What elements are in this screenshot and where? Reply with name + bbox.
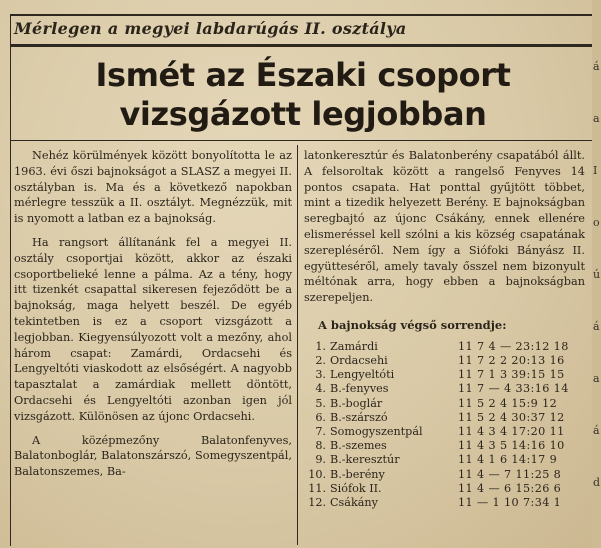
standings-team: Somogyszentpál [330, 424, 423, 438]
standings-team: B.-berény [330, 467, 385, 481]
standings-rank: 1. [315, 339, 326, 353]
standings-row [304, 482, 585, 496]
side-letter: d [593, 476, 601, 489]
headline-underline [10, 140, 592, 141]
standings-team: Csákány [330, 496, 378, 509]
article-column-left [14, 148, 292, 480]
standings-row [304, 382, 585, 396]
side-letter: ú [593, 268, 601, 281]
article-paragraph: latonkeresztúr és Balatonberény csapatából állt. A felsoroltak között a rangelső Fenyves 14 pontos csapata. Hat ponttal gyűjtött többet, mint a tizedik helyezett Berény. E bajnokságban seregbajtó az újonc Csákány, ennek ellenére elismeréssel kell szólni a kis község csapatának szerepléséről. Nem így a Siófoki Bányász II. együtteséről, amely tavaly ősszel nem bizonyult méltónak arra, hogy ebben a bajnokságban szerepeljen. [304, 149, 585, 305]
standings-team: Lengyeltóti [330, 368, 395, 382]
standings-rank: 6. [315, 410, 326, 424]
top-rule [10, 14, 592, 16]
side-letter: I [593, 164, 598, 177]
side-letter: á [593, 424, 600, 437]
article-paragraph: Nehéz körülmények között bonyolította le az 1963. évi őszi bajnokságot a SLASZ a megyei II. osztályban is. Ma és a következő napokban mérlegre tesszük a II. osztályt. Megnézzük, mit is nyomott a latban ez a bajnokság. [14, 149, 292, 226]
standings-rank: 2. [315, 353, 326, 367]
standings-rank: 5. [315, 396, 326, 410]
standings-row [304, 468, 585, 482]
left-frame-rule [10, 14, 11, 546]
side-letter: o [593, 216, 600, 229]
standings-row [304, 425, 585, 439]
standings-team: B.-fenyves [330, 382, 389, 396]
article-paragraph: Ha rangsort állítanánk fel a megyei II. osztály csoportjai között, akkor az északi csoportbelieké lenne a pálma. Az a tény, hogy itt tizenkét csapattal sikeresen fejeződött be a bajnokság, maga helyett beszél. De egyéb tekintetben is ez a csoport vizsgázott a legjobban. Kiegyensúlyozott volt a mezőny, ahol három csapat: Zamárdi, Ordacsehi és Lengyeltóti viaskodott az elsőségért. A nagyobb tapasztalat a zamárdiak mellett döntött, Ordacsehi és Lengyeltóti azonban igen jól vizsgázott. Különösen az újonc Ordacsehi. [14, 235, 292, 423]
kicker-underline [10, 44, 592, 47]
standings-stats: 11 5 2 4 30:37 12 [458, 410, 565, 424]
standings-stats: 11 4 — 7 11:25 8 [458, 467, 562, 481]
article-column-right [304, 148, 585, 510]
standings-team: B.-boglár [330, 396, 383, 410]
column-divider [297, 145, 298, 545]
standings-rank: 7. [315, 424, 326, 438]
standings-row [304, 439, 585, 453]
standings-stats: 11 7 2 2 20:13 16 [458, 353, 565, 367]
standings-row [304, 340, 585, 354]
standings-stats: 11 4 3 5 14:16 10 [458, 439, 565, 453]
standings-team: Siófok II. [330, 481, 382, 495]
side-letter: a [593, 112, 600, 125]
article-paragraph: A középmezőny Balatonfenyves, Balatonboglár, Balatonszárszó, Somegyszentpál, Balatonszemes, Ba- [14, 433, 292, 479]
side-letter: á [593, 60, 600, 73]
adjacent-column-edge [592, 0, 601, 548]
standings-row [304, 453, 585, 467]
standings-team: B.-szemes [330, 439, 387, 453]
standings-rank: 11. [308, 481, 326, 495]
standings-stats: 11 4 3 4 17:20 11 [458, 424, 565, 438]
standings-stats: 11 4 1 6 14:17 9 [458, 453, 558, 467]
standings-rank: 10. [308, 467, 326, 481]
standings-row [304, 354, 585, 368]
standings-stats: 11 4 — 6 15:26 6 [458, 481, 562, 495]
standings-row [304, 368, 585, 382]
side-letter: á [593, 320, 600, 333]
standings-team: Ordacsehi [330, 353, 388, 367]
standings-rank: 8. [315, 439, 326, 453]
standings-row [304, 411, 585, 425]
headline-line-2: vizsgázott legjobban [119, 95, 487, 133]
standings-stats: 11 — 1 10 7:34 1 [458, 496, 562, 509]
standings-rank: 4. [315, 382, 326, 396]
standings-rank: 9. [315, 453, 326, 467]
headline-line-1: Ismét az Északi csoport [95, 56, 511, 94]
side-letter: a [593, 372, 600, 385]
standings-team: B.-szárszó [330, 410, 388, 424]
standings-row [304, 496, 585, 510]
headline [14, 56, 592, 134]
standings-stats: 11 7 4 — 23:12 18 [458, 339, 569, 353]
standings-team: B.-keresztúr [330, 453, 400, 467]
standings-row [304, 397, 585, 411]
section-kicker: Mérlegen a megyei labdarúgás II. osztálya [14, 19, 407, 38]
standings-stats: 11 5 2 4 15:9 12 [458, 396, 558, 410]
standings-table [304, 340, 585, 510]
standings-rank: 3. [315, 368, 326, 382]
standings-team: Zamárdi [330, 339, 378, 353]
standings-stats: 11 7 1 3 39:15 15 [458, 368, 565, 382]
standings-rank: 12. [308, 496, 326, 509]
standings-title: A bajnokság végső sorrendje: [318, 317, 507, 332]
standings-stats: 11 7 — 4 33:16 14 [458, 382, 569, 396]
